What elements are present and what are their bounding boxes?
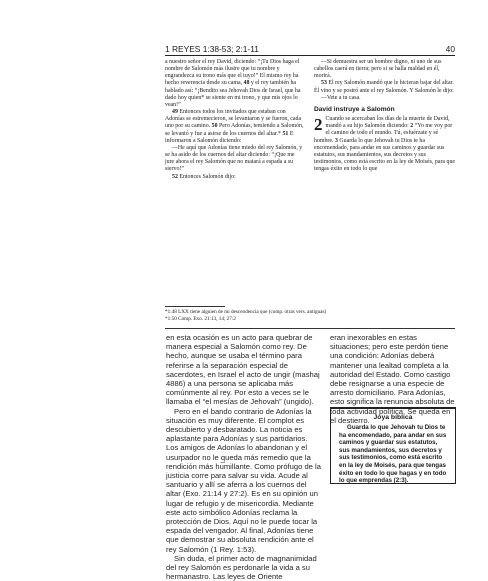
footnote: *1:48 LXX tiene alguien de mi descendencia que (comp. otras vers. antiguas) [165, 309, 327, 315]
commentary-column-left [166, 333, 321, 581]
verse-paragraph: 49 Entonces todos los invitados que estaban con Adonías se estremecieron, se levantaron y se fueron, cada uno por su camino. 50 Pero Adonías, temiendo a Salomón, se levantó y fue a asirse de los cuernos del altar.* 51 E informaron a Salomón diciendo: [165, 109, 304, 144]
verse-paragraph: 53 El rey Salomón mandó que le hicieran bajar del altar. Él vino y se postró ante el rey Salomón. Y Salomón le dijo: [314, 80, 454, 94]
footnote-rule [165, 306, 225, 307]
commentary-paragraph: Sin duda, el primer acto de magnanimidad del rey Salomón es perdonarle la vida a su hermanastro. Las leyes de Oriente [166, 553, 317, 581]
verse-number: 3 [334, 137, 338, 144]
joya-biblica-verse: Guarda lo que Jehovah tu Dios te ha encomendado, para andar en sus caminos y guardar sus estatutos, sus mandamientos, sus decretos y sus testimonios, como está escrito en la ley de Moisés, para que tengas éxito en todo lo que hagas y en todo lo que emprendas (2:3). [339, 424, 447, 485]
commentary-paragraph: eran inexorables en estas situaciones; pero este perdón tiene una condición: Adonías deberá mantener una lealtad completa a la autoridad del Estado. Como castigo debe resignarse a una especie de arresto domiciliario. Para Adonías, esto significa la renuncia absoluta de toda actividad política. Se queda en el destierro. [330, 333, 455, 425]
page-number: 40 [445, 44, 455, 54]
joya-biblica-box [330, 407, 456, 484]
joya-biblica-title: Joya bíblica [373, 414, 413, 421]
verse-paragraph: —He aquí que Adonías tiene miedo del rey Salomón, y se ha asido de los cuernos del altar diciendo: “¡Que me jure ahora el rey Salomón que no matará a espada a su siervo!” [165, 144, 303, 173]
running-header [165, 44, 455, 54]
chapter-paragraph: 2 Cuando se acercaban los días de la muerte de David, mandó a su hijo Salomón diciendo: 2 “Yo me voy por el camino de todo el mundo. Tú, esfuérzate y sé hombre. 3 Guarda lo que Jehovah tu Dios te ha encomendado, para andar en sus caminos y guardar sus estatutos, sus mandamientos, sus decretos y sus testimonios, como está escrito en la ley de Moisés, para que tengas éxito en todo lo que [314, 115, 456, 173]
section-heading: David instruye a Salomón [314, 105, 395, 113]
verse-paragraph: —Vete a tu casa. [321, 94, 361, 101]
header-rule [165, 55, 455, 56]
verse-number: 51 [282, 130, 289, 137]
bible-text-column-right [314, 59, 455, 173]
commentary-rule [165, 328, 455, 329]
commentary-paragraph: Pero en el bando contrario de Adonías la situación es muy diferente. El complot es descubierto y desbaratado. La noticia es aplastante para Adonías y sus partidarios. Los amigos de Adonías lo abandonan y el usurpador no le q̲ueda más remedio que la rendición más humillante. Como prófugo de la justicia corre para salvar su vida. Acude al santuario y allí se aferra a los cuernos del altar (Exo. 21:14 y 27:2). Es en su opinión un lugar de refugio y de misericordia. Mediante este acto simbólico Adonías reclama la protección de Dios. Aquí no le puede tocar la espada del vengador. Al final, Adonías tiene que demostrar su absoluta rendición ante el rey Salomón (1 Rey. 1:53). [166, 406, 321, 554]
verse-number: 2 [410, 123, 414, 130]
verse-number: 52 [172, 173, 178, 180]
verse-number: 53 [321, 80, 327, 87]
bible-text-column-left [165, 59, 305, 181]
verse-number: 48 [243, 80, 250, 87]
commentary-paragraph: en esta ocasión es un acto para quebrar de manera especial a Salomón como rey. De hecho, aunque se usaba el término para referirse a la separación especial de sacerdotes, en Israel el acto de ungir (mashaj 4886) a una persona se aplicaba más comúnmente al rey. Por esto a veces se le llamaba el “el mesías de Jehovah” (ungido). [166, 333, 320, 407]
commentary-column-right-cont [330, 403, 456, 404]
verse-number: 49 [172, 109, 178, 116]
footnote: *1:50 Comp. Exo. 21:13, 14; 27:2 [165, 316, 236, 322]
verse-number: 50 [211, 123, 218, 130]
verse-paragraph: —Si demuestra ser un hombre digno, ni uno de sus cabellos caerá en tierra; pero si se halla maldad en él, morirá. [314, 59, 442, 80]
running-header-reference: 1 REYES 1:38-53; 2:1-11 [165, 44, 259, 54]
chapter-number: 2 [314, 115, 323, 135]
verse-paragraph: 52 Entonces Salomón dijo: [172, 173, 236, 180]
verse-paragraph: a nuestro señor el rey David, diciendo: “¡Tu Dios haga el nombre de Salomón más ilustre que tu nombre y engrandezca su trono más que el tuyo!” El mismo rey ha hecho reverencia desde su cama, 48 y el rey también ha hablado así: “¡Bendito sea Jehovah Dios de Israel, que ha dado hoy quien* se siente en mi trono, y que mis ojos lo vean!” [165, 59, 301, 108]
